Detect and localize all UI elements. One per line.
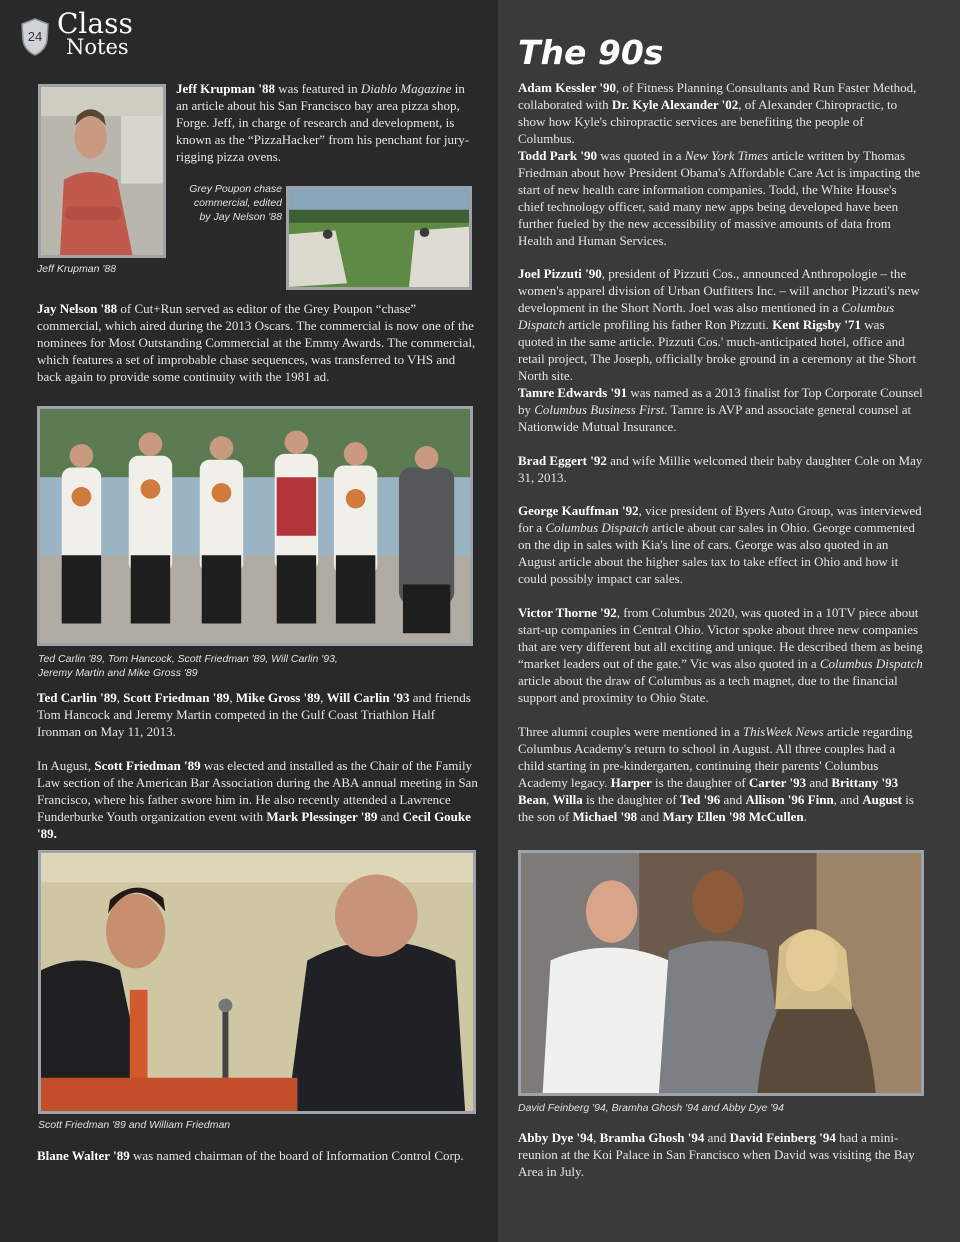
walter-note: Blane Walter '89 was named chairman of the board of Information Control Corp. [37, 1148, 464, 1163]
reunion-caption: David Feinberg '94, Bramha Ghosh '94 and Abby Dye '94 [518, 1102, 784, 1114]
page-number: 24 [27, 29, 43, 44]
grey-poupon-photo [286, 186, 472, 290]
reunion-photo [518, 850, 924, 1096]
logo-class: Class [57, 7, 133, 40]
edwards-note: Tamre Edwards '91 was named as a 2013 finalist for Top Corporate Counsel by Columbus Business First. Tamre is AVP and associate general counsel at Nationwide Mutual Insurance. [518, 385, 923, 434]
park-note: Todd Park '90 was quoted in a New York Times article written by Thomas Friedman about how President Obama's Affordable Care Act is impacting the start of new health care information companies. Todd, the White House's chief technology officer, said many new apps being developed have been further fueled by the new accessibility of massive amounts of data from Health and Human Services. [518, 148, 921, 248]
krupman-note: Jeff Krupman '88 was featured in Diablo Magazine in an article about his San Francisco bay area pizza shop, Forge. Jeff, in charge of research and development, is known as the “PizzaHacker” from his penchant for jury-rigging pizza ovens. [176, 81, 470, 164]
kessler-note: Adam Kessler '90, of Fitness Planning Consultants and Run Faster Method, collaborated with Dr. Kyle Alexander '02, of Alexander Chiropractic, to show how Kyle's chiropractic services are benefiting the people of Columbus. [518, 80, 917, 146]
friedman-note: In August, Scott Friedman '89 was elected and installed as the Chair of the Family Law section of the American Bar Association during the ABA annual meeting in San Francisco, where his father swore him in. He also recently attended a Lawrence Funderburke Youth organization event with Mark Plessinger '89 and Cecil Gouke '89. [37, 758, 478, 841]
pizzuti-note: Joel Pizzuti '90, president of Pizzuti Cos., announced Anthropologie – the women's apparel division of Urban Outfitters Inc. – will anchor Pizzuti's new development in the Short North. Joel was also mentioned in a Columbus Dispatch article profiling his father Ron Pizzuti. Kent Rigsby '71 was quoted in the same article. Pizzuti Cos.' much-anticipated hotel, office and retail project, The Joseph, officially broke ground in a ceremony at the Short North site. [518, 266, 920, 383]
logo-notes: Notes [66, 35, 129, 59]
thorne-note: Victor Thorne '92, from Columbus 2020, was quoted in a 10TV piece about start-up companies in Central Ohio. Victor spoke about three new companies that are very different but all exciting and unique. He described them as being “market leaders out of the gate.” Vic was also quoted in a Columbus Dispatch article about the draw of Columbus as a tech magnet, due to the financial support and proximity to Ohio State. [518, 605, 923, 705]
kauffman-note: George Kauffman '92, vice president of Byers Auto Group, was interviewed for a Columbus Dispatch article about car sales in Ohio. George commented on the dip in sales with Kia's line of cars. George was also quoted in an August article about the higher sales tax to take effect in Ohio and how it could possibly impact car sales. [518, 503, 922, 586]
swearing-in-photo [38, 850, 476, 1114]
krupman-photo [38, 84, 166, 258]
grey-poupon-caption: Grey Poupon chase commercial, edited by Jay Nelson '88 [189, 183, 282, 223]
swearing-in-caption: Scott Friedman '89 and William Friedman [38, 1119, 231, 1131]
eggert-note: Brad Eggert '92 and wife Millie welcomed their baby daughter Cole on May 31, 2013. [518, 453, 923, 485]
section-title: The 90s [518, 33, 664, 72]
krupman-name: Jeff Krupman '88 [176, 81, 275, 96]
couples-note: Three alumni couples were mentioned in a ThisWeek News article regarding Columbus Academy's return to school in August. All three couples had a child starting in pre-kindergarten, continuing their parents' Columbus Academy legacy. Harper is the daughter of Carter '93 and Brittany '93 Bean, Willa is the daughter of Ted '96 and Allison '96 Finn, and August is the son of Michael '98 and Mary Ellen '98 McCullen. [518, 724, 914, 824]
shield-icon [20, 18, 50, 56]
nelson-name: Jay Nelson '88 [37, 301, 118, 316]
krupman-caption: Jeff Krupman '88 [37, 263, 117, 275]
reunion-note: Abby Dye '94, Bramha Ghosh '94 and David Feinberg '94 had a mini-reunion at the Koi Palace in San Francisco when David was visiting the Bay Area in July. [518, 1130, 915, 1179]
triathlon-caption: Ted Carlin '89, Tom Hancock, Scott Friedman '89, Will Carlin '93, Jeremy Martin and Mike Gross '89 [38, 653, 338, 679]
triathlon-photo [37, 406, 473, 646]
nelson-note: Jay Nelson '88 of Cut+Run served as editor of the Grey Poupon “chase” commercial, which aired during the 2013 Oscars. The commercial is now one of the nominees for Most Outstanding Commercial at the Emmy Awards. The commercial, which features a set of improbable chase sequences, was transferred to VHS and back again to provide some continuity with the 1981 ad. [37, 301, 476, 384]
triathlon-note: Ted Carlin '89, Scott Friedman '89, Mike Gross '89, Will Carlin '93 and friends Tom Hancock and Jeremy Martin competed in the Gulf Coast Triathlon Half Ironman on May 11, 2013. [37, 690, 471, 739]
